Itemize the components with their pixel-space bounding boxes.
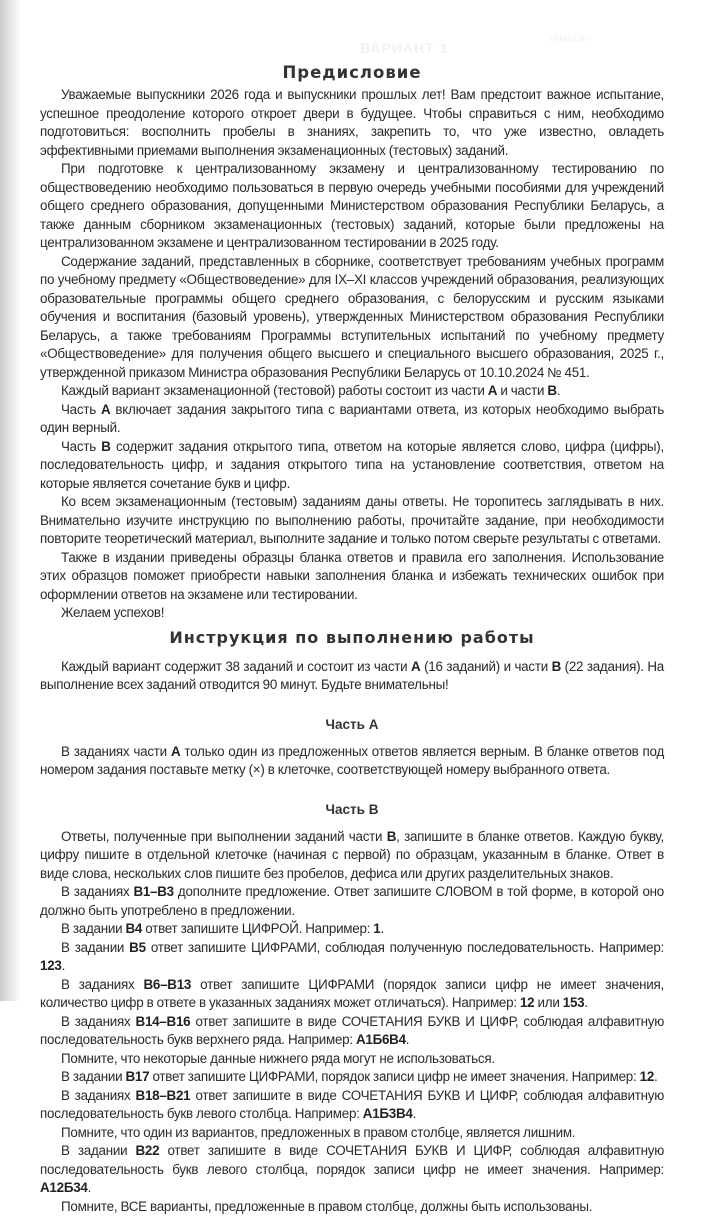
text-run: только один из предложенных ответов является верным. В бланке ответов под номером задания поставьте метку (×) в клеточке, соответствующей номеру выбранного ответа. [40, 744, 664, 778]
paragraph [40, 1068, 664, 1087]
bold-term: 123 [40, 958, 62, 973]
preface-title: Предисловие [40, 60, 664, 86]
text-run: Уважаемые выпускники 2026 года и выпускники прошлых лет! Вам предстоит важное испытание, успешное преодоление которого откроет двери в будущее. Чтобы справиться с ним, необходимо подготовиться: восполнить пробелы в знаниях, закрепить то, что уже известно, овладеть эффективными приемами выполнения экзаменационных (тестовых) заданий. [40, 87, 664, 158]
text-run: и части [497, 383, 547, 398]
text-run: В задании [61, 921, 125, 936]
paragraph [40, 1013, 664, 1050]
text-run: (16 заданий) и части [420, 659, 551, 674]
paragraph [40, 160, 664, 253]
text-run: ответ запишите ЦИФРАМИ (порядок записи цифр не имеет значения, количество цифр в ответе в указанных заданиях может отличаться). Например: [40, 977, 664, 1011]
bold-term: А [411, 659, 420, 674]
bold-term: 153 [563, 995, 585, 1010]
text-run: ответ запишите в виде СОЧЕТАНИЯ БУКВ И ЦИФР, соблюдая алфавитную последовательность букв левого столбца, порядок записи цифр не имеет значения. Например: [40, 1143, 664, 1177]
bold-term: А12Б34 [40, 1180, 88, 1195]
text-run: Каждый вариант экзаменационной (тестовой) работы состоит из части [61, 383, 488, 398]
text-run: В заданиях [61, 977, 143, 992]
text-run: ответ запишите ЦИФРАМИ, порядок записи цифр не имеет значения. Например: [149, 1069, 639, 1084]
paragraph [40, 382, 664, 401]
text-run: Содержание заданий, представленных в сборнике, соответствует требованиям учебных программ по учебному предмету «Обществоведение» для IX–XI классов учреждений образования, реализующих образовательные программы общего среднего образования, с белорусским и русским языками обучения и воспитания (базовый уровень), утвержденных Министерством образования Республики Беларусь, а также требованиям Программы вступительных испытаний по учебному предмету «Обществоведение» для получения общего высшего и специального высшего образования, 2025 г., утвержденной приказом Министра образования Республики Беларусь от 10.10.2024 № 451. [40, 254, 664, 380]
bold-term: В [101, 439, 110, 454]
document-page [40, 60, 664, 1216]
bold-term: В18–В21 [136, 1088, 191, 1103]
text-run: В задании [61, 1069, 125, 1084]
text-run: В заданиях [61, 1014, 136, 1029]
text-run: . [406, 1032, 409, 1047]
text-run: Помните, ВСЕ варианты, предложенные в правом столбце, должны быть использованы. [61, 1199, 592, 1214]
text-run: ответ запишите ЦИФРАМИ, соблюдая полученную последовательность. Например: [146, 940, 664, 955]
instructions-intro [40, 658, 664, 695]
text-run: Часть [61, 402, 101, 417]
text-run: . [654, 1069, 657, 1084]
text-run: (22 задания). На выполнение всех заданий отводится 90 минут. Будьте внимательны! [40, 659, 664, 693]
text-run: В задании [61, 940, 129, 955]
paragraph [40, 86, 664, 160]
text-run: содержит задания открытого типа, ответом на которые является слово, цифра (цифры), последовательность цифр, и задания открытого типа на установление соответствия, ответом на которые является сочетание букв и цифр. [40, 439, 664, 491]
paragraph [40, 1124, 664, 1143]
paragraph [40, 1142, 664, 1198]
paragraph [40, 939, 664, 976]
text-run: . [88, 1180, 91, 1195]
text-run: Часть [61, 439, 101, 454]
bold-term: А1Б3В4 [363, 1106, 413, 1121]
bold-term: В1–В3 [133, 884, 173, 899]
text-run: В заданиях [61, 1088, 136, 1103]
bold-term: В14–В16 [136, 1014, 191, 1029]
text-run: или [534, 995, 562, 1010]
book-binding-shadow [0, 0, 22, 1001]
text-run: дополните предложение. Ответ запишите СЛОВОМ в той форме, в которой оно должно быть употреблено в предложении. [40, 884, 664, 918]
paragraph [40, 438, 664, 494]
preface-body [40, 86, 664, 623]
paragraph [40, 604, 664, 623]
bold-term: В4 [125, 921, 142, 936]
text-run: ответ запишите в виде СОЧЕТАНИЯ БУКВ И ЦИФР, соблюдая алфавитную последовательность букв левого столбца. Например: [40, 1088, 664, 1122]
bold-term: В17 [125, 1069, 149, 1084]
text-run: Желаем успехов! [61, 605, 164, 620]
bold-term: 1 [373, 921, 380, 936]
text-run: . [557, 383, 560, 398]
paragraph [40, 1087, 664, 1124]
bold-term: 12 [520, 995, 534, 1010]
text-run: ответ запишите ЦИФРОЙ. Например: [142, 921, 373, 936]
bold-term: 12 [640, 1069, 654, 1084]
paragraph [40, 493, 664, 549]
paragraph [40, 883, 664, 920]
text-run: В заданиях [61, 884, 133, 899]
text-run: В задании [61, 1143, 136, 1158]
paragraph [40, 828, 664, 884]
text-run: Помните, что один из вариантов, предложенных в правом столбце, является лишним. [61, 1125, 575, 1140]
bold-term: В5 [129, 940, 146, 955]
paragraph [40, 1050, 664, 1069]
paragraph [40, 743, 664, 780]
paragraph [40, 1198, 664, 1216]
text-run: В заданиях части [61, 744, 171, 759]
bold-term: А [101, 402, 110, 417]
part-a-body [40, 743, 664, 780]
text-run: . [584, 995, 587, 1010]
bleed-through-corner: ТЕМАТИЧ [548, 34, 590, 44]
part-a-heading: Часть А [40, 715, 664, 735]
text-run: Ко всем экзаменационным (тестовым) заданиям даны ответы. Не торопитесь заглядывать в них. Внимательно изучите инструкцию по выполнению работы, прочитайте задание, при необходимости повторите теоретический материал, выполните задание и только потом сверьте результаты с ответами. [40, 494, 664, 546]
preface-section [40, 60, 664, 623]
bold-term: А [171, 744, 180, 759]
text-run: ответ запишите в виде СОЧЕТАНИЯ БУКВ И ЦИФР, соблюдая алфавитную последовательность букв верхнего ряда. Например: [40, 1014, 664, 1048]
instructions-title: Инструкция по выполнению работы [40, 626, 664, 650]
text-run: Также в издании приведены образцы бланка ответов и правила его заполнения. Использование этих образцов поможет приобрести навыки заполнения бланка и избежать технических ошибок при оформлении ответов на экзамене или тестировании. [40, 550, 664, 602]
paragraph [40, 920, 664, 939]
text-run: Помните, что некоторые данные нижнего ряда могут не использоваться. [61, 1051, 495, 1066]
bold-term: А [488, 383, 497, 398]
text-run: . [381, 921, 384, 936]
bold-term: В [387, 829, 396, 844]
text-run: . [62, 958, 65, 973]
paragraph [40, 976, 664, 1013]
paragraph [40, 253, 664, 383]
part-b-body [40, 828, 664, 1216]
bold-term: В22 [136, 1143, 160, 1158]
text-run: . [413, 1106, 416, 1121]
text-run: При подготовке к централизованному экзамену и централизованному тестированию по обществоведению необходимо пользоваться в первую очередь учебными пособиями для учреждений общего среднего образования, допущенными Министерством образования Республики Беларусь, а также данным сборником экзаменационных (тестовых) заданий, которые были предложены на централизованном экзамене и централизованном тестировании в 2025 году. [40, 161, 664, 250]
paragraph [40, 401, 664, 438]
bleed-through-header: ВАРИАНТ 1 [360, 40, 448, 56]
bold-term: В [547, 383, 556, 398]
bold-term: В6–В13 [143, 977, 191, 992]
bold-term: А1Б6В4 [356, 1032, 406, 1047]
text-run: , запишите в бланке ответов. Каждую букву, цифру пишите в отдельной клеточке (начиная с первой) по образцам, указанным в бланке. Ответ в виде слова, нескольких слов пишите без пробелов, дефиса или других разделительных знаков. [40, 829, 664, 881]
bold-term: В [552, 659, 561, 674]
text-run: Каждый вариант содержит 38 заданий и состоит из части [61, 659, 411, 674]
instructions-section [40, 626, 664, 1216]
paragraph [40, 658, 664, 695]
text-run: включает задания закрытого типа с вариантами ответа, из которых необходимо выбрать один верный. [40, 402, 664, 436]
part-b-heading: Часть В [40, 800, 664, 820]
text-run: Ответы, полученные при выполнении заданий части [61, 829, 387, 844]
paragraph [40, 549, 664, 605]
